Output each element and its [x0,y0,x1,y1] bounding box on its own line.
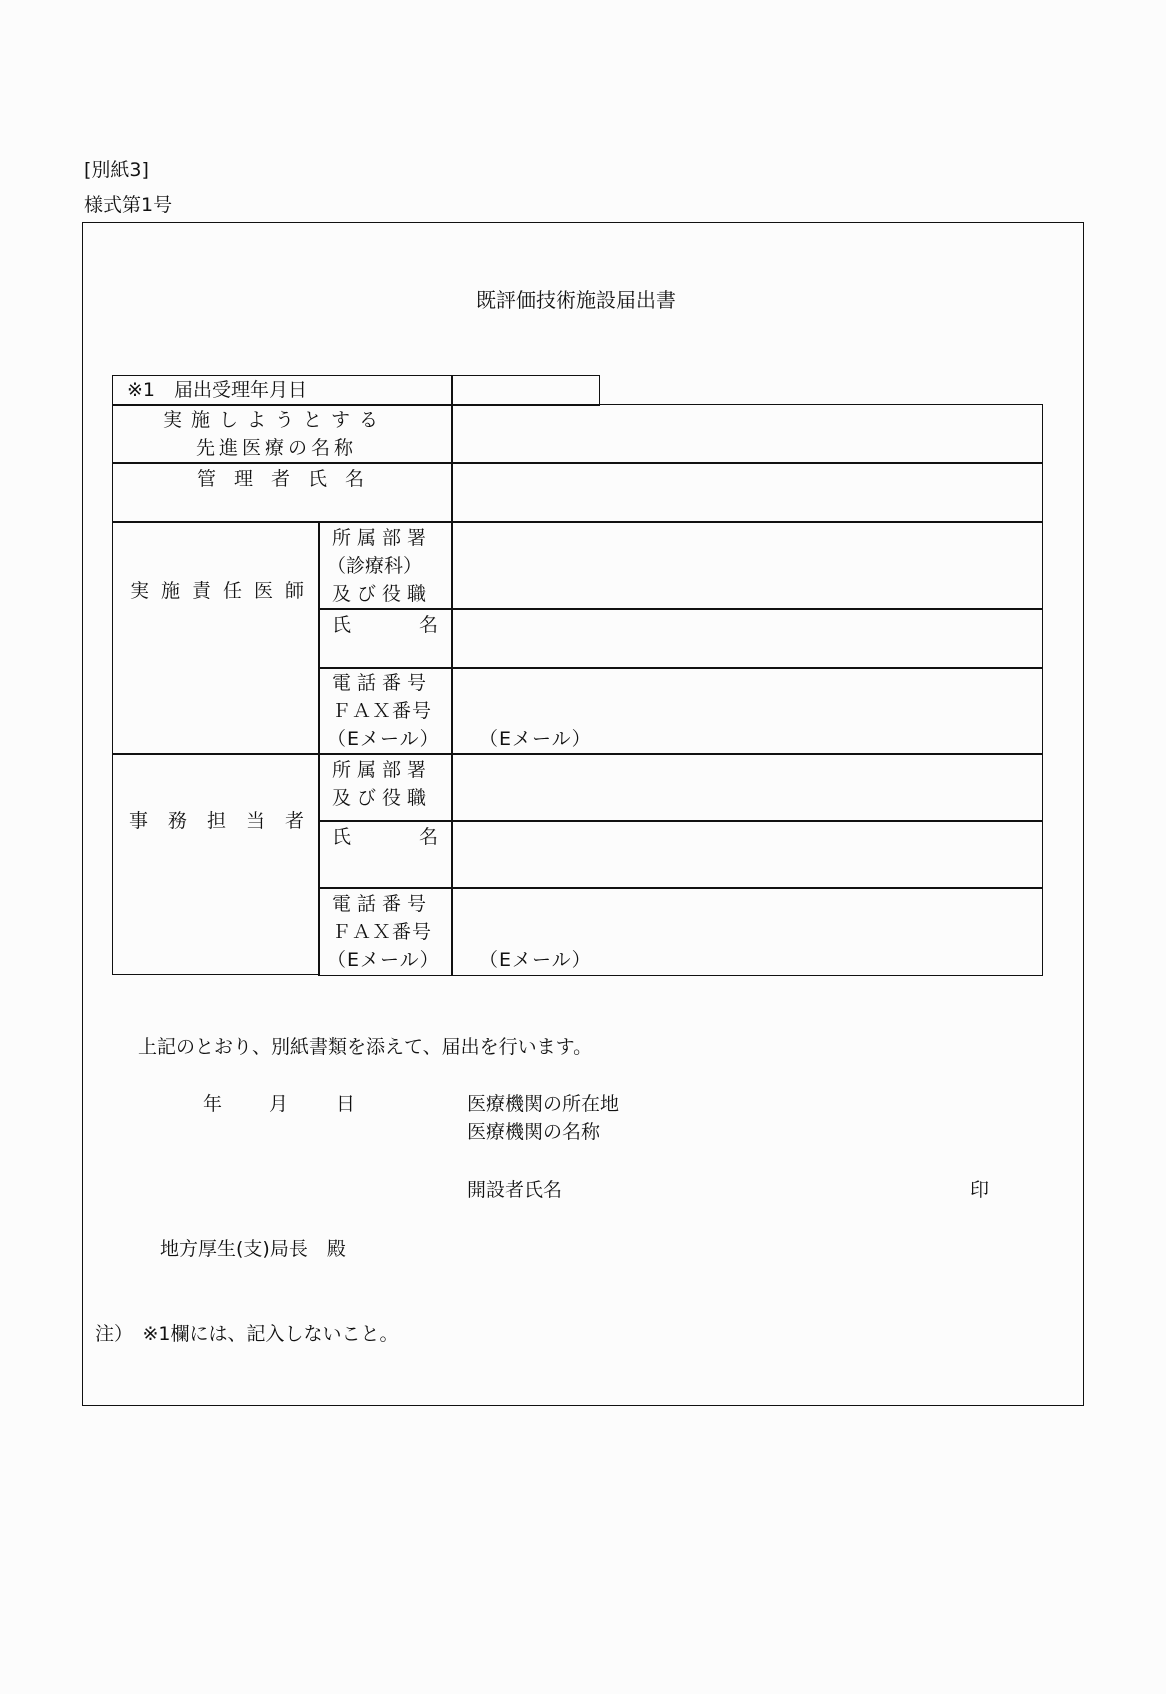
receipt-date-label-cell [112,375,453,406]
manager-name-field[interactable] [451,462,1043,523]
staff-contact-label-cell [318,887,453,976]
footnote: 注） ※1欄には、記入しないこと。 [95,1323,399,1345]
staff-email-label: （Eメール） [327,949,440,971]
staff-name-label-left: 氏 [332,826,352,848]
staff-dept-label-line1: 所属部署 [332,759,433,781]
responsible-doctor-label: 実施責任医師 [130,580,317,602]
staff-contact-field[interactable] [451,887,1043,976]
receipt-date-label: ※1 届出受理年月日 [127,379,308,401]
doctor-dept-field[interactable] [451,521,1043,610]
staff-dept-field[interactable] [451,753,1043,822]
doctor-contact-label-cell [318,667,453,755]
doctor-dept-label-cell [318,521,453,610]
responsible-doctor-group-cell [112,521,320,755]
doctor-name-field[interactable] [451,608,1043,669]
doctor-name-label-cell [318,608,453,669]
staff-name-label-cell [318,820,453,889]
tech-name-field[interactable] [451,404,1043,464]
doctor-dept-label-line3: 及び役職 [332,583,433,605]
doctor-name-label-left: 氏 [332,614,352,636]
doctor-fax-label: ＦＡＸ番号 [332,700,433,722]
tech-name-label-line1: 実施しようとする [163,409,388,431]
doctor-dept-label-line2: （診療科） [327,555,423,577]
addressee: 地方厚生(支)局長 殿 [160,1238,346,1260]
date-day-label: 日 [336,1093,356,1115]
staff-phone-label: 電話番号 [332,893,433,915]
tech-name-label-cell [112,404,453,464]
doctor-name-label-right: 名 [419,614,439,636]
staff-fax-label: ＦＡＸ番号 [332,921,433,943]
institution-name-label: 医療機関の名称 [467,1121,601,1143]
office-staff-label: 事務担当者 [129,810,325,832]
doctor-email-value-label: （Eメール） [479,728,592,750]
staff-email-value-label: （Eメール） [479,949,592,971]
office-staff-group-cell [112,753,325,975]
doctor-dept-label-line1: 所属部署 [332,527,433,549]
institution-address-label: 医療機関の所在地 [467,1093,620,1115]
receipt-date-field[interactable] [451,375,600,406]
document-title: 既評価技術施設届出書 [476,288,676,312]
staff-dept-label-line2: 及び役職 [332,787,433,809]
manager-name-label: 管理者氏名 [197,468,383,490]
tech-name-label-line2: 先進医療の名称 [196,437,358,459]
date-month-label: 月 [269,1093,289,1115]
doctor-contact-field[interactable] [451,667,1043,755]
staff-name-label-right: 名 [419,826,439,848]
doctor-email-label: （Eメール） [327,728,440,750]
manager-name-label-cell [112,462,453,523]
staff-dept-label-cell [318,753,453,822]
attachment-label: [別紙3] [84,159,149,181]
doctor-phone-label: 電話番号 [332,672,433,694]
founder-name-label: 開設者氏名 [467,1179,563,1201]
date-year-label: 年 [203,1093,223,1115]
seal-label: 印 [970,1179,990,1201]
declaration-statement: 上記のとおり、別紙書類を添えて、届出を行います。 [138,1036,593,1058]
staff-name-field[interactable] [451,820,1043,889]
form-number: 様式第1号 [84,194,173,216]
